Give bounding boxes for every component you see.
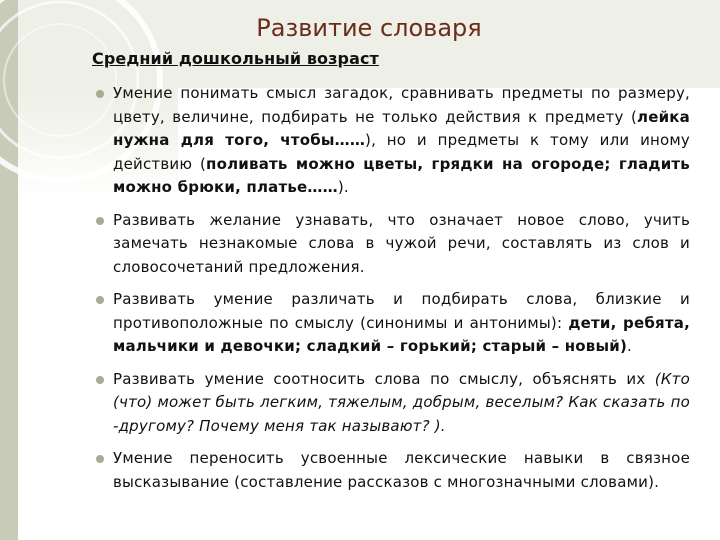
item-text: ), но и предметы к тому или иному действию (	[113, 131, 691, 173]
bullet-dot-icon	[96, 455, 104, 463]
list-item	[96, 288, 690, 359]
item-text: .	[627, 337, 632, 355]
example-text: лейка нужна для того, чтобы……	[113, 107, 690, 149]
example-text: дети, ребята, мальчики и девочки; сладкий – горький; старый – новый)	[113, 313, 690, 355]
bullet-dot-icon	[96, 217, 104, 225]
item-text: Умение переносить усвоенные лексические навыки в связное высказывание (составление рассказов с многозначными словами).	[113, 449, 690, 491]
list-item	[96, 447, 690, 494]
left-sidebar-strip	[0, 0, 18, 540]
list-item	[96, 82, 690, 200]
item-text: Развивать умение соотносить слова по смыслу, объяснять их	[113, 369, 655, 388]
item-text: Развивать желание узнавать, что означает новое слово, учить замечать незнакомые слова в чужой речи, составлять из слов и словосочетаний предложения.	[113, 210, 690, 276]
example-text: (Кто (что) может быть легким, тяжелым, добрым, веселым? Как сказать по -другому? Почему меня так называют? ).	[113, 369, 690, 435]
item-text: Умение понимать смысл загадок, сравнивать предметы по размеру, цвету, величине, подбирать не только действия к предмету (	[113, 84, 690, 126]
bullet-dot-icon	[96, 376, 104, 384]
bullet-dot-icon	[96, 296, 104, 304]
list-item	[96, 368, 690, 439]
slide-subtitle: Средний дошкольный возраст	[92, 49, 379, 68]
item-text: ).	[337, 178, 349, 196]
slide-title: Развитие словаря	[256, 14, 482, 42]
bullet-list	[96, 82, 690, 503]
example-text: поливать можно цветы, грядки на огороде; гладить можно брюки, платье……	[113, 154, 690, 196]
bullet-dot-icon	[96, 90, 104, 98]
list-item	[96, 209, 690, 280]
item-text: Развивать умение различать и подбирать слова, близкие и противоположные по смыслу (синонимы и антонимы):	[113, 290, 690, 332]
